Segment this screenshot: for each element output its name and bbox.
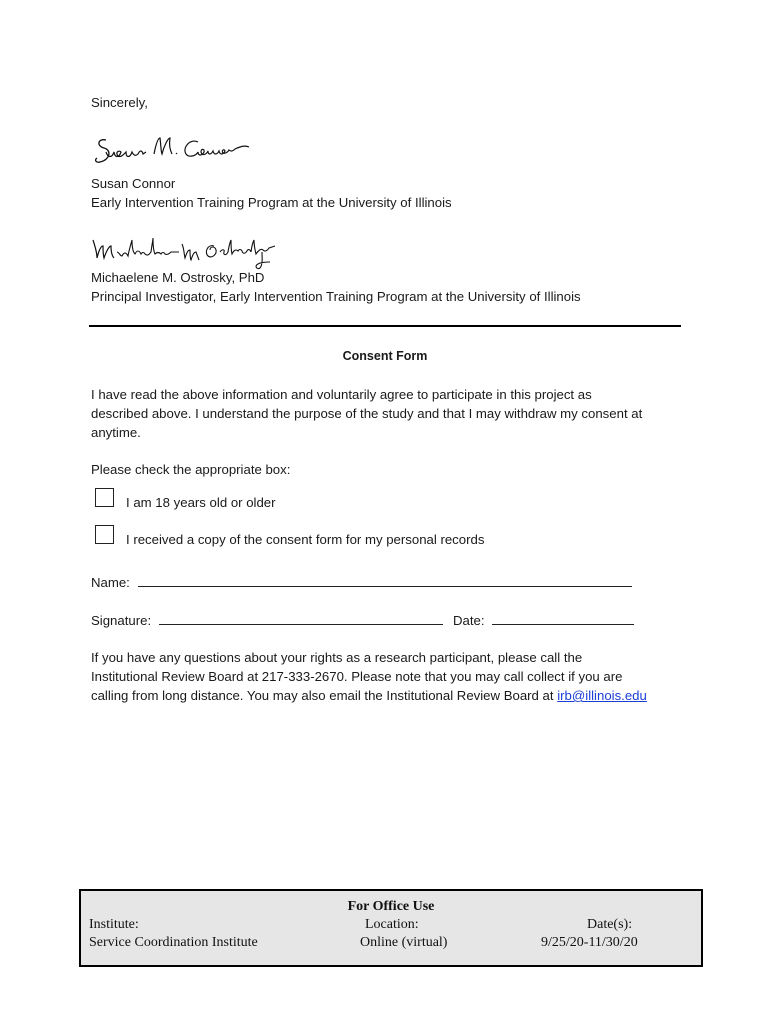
consent-form-title: Consent Form: [342, 349, 428, 363]
signer1-affiliation: Early Intervention Training Program at the University of Illinois: [91, 195, 452, 210]
location-label: Location:: [365, 917, 419, 932]
consent-statement-line-2: described above. I understand the purpose of the study and that I may withdraw my consent at: [91, 406, 643, 421]
contact-line-3-text: calling from long distance. You may also email the Institutional Review Board at: [91, 688, 554, 703]
signature-field[interactable]: [159, 612, 443, 625]
office-use-heading: For Office Use: [347, 899, 435, 914]
contact-line-3: [91, 688, 647, 703]
age-confirmation-checkbox[interactable]: [95, 488, 114, 507]
name-field[interactable]: [138, 574, 632, 587]
institute-value: Service Coordination Institute: [89, 935, 258, 950]
consent-statement-line-3: anytime.: [91, 425, 141, 440]
section-divider: [89, 325, 681, 327]
name-row: [91, 574, 632, 590]
age-confirmation-label: I am 18 years old or older: [126, 495, 276, 510]
copy-received-checkbox[interactable]: [95, 525, 114, 544]
office-use-box: [79, 889, 703, 967]
contact-line-2: Institutional Review Board at 217-333-2670. Please note that you may call collect if you are: [91, 669, 623, 684]
location-value: Online (virtual): [360, 935, 448, 950]
name-label: Name:: [91, 575, 130, 590]
date-label: Date:: [453, 613, 485, 628]
copy-received-label: I received a copy of the consent form for my personal records: [126, 532, 485, 547]
date-field[interactable]: [492, 612, 634, 625]
checkbox-instruction: Please check the appropriate box:: [91, 462, 291, 477]
signature-row: [91, 612, 443, 628]
susan-connor-signature: [92, 132, 267, 168]
institute-label: Institute:: [89, 917, 139, 932]
signer2-affiliation: Principal Investigator, Early Intervention Training Program at the University of Illinois: [91, 289, 581, 304]
michaelene-ostrosky-signature: [90, 236, 282, 270]
dates-value: 9/25/20-11/30/20: [541, 935, 638, 950]
date-row: [453, 612, 634, 628]
contact-line-1: If you have any questions about your rights as a research participant, please call the: [91, 650, 583, 665]
irb-email-link[interactable]: irb@illinois.edu: [557, 688, 647, 703]
signature-label: Signature:: [91, 613, 152, 628]
closing-text: Sincerely,: [91, 95, 148, 110]
dates-label: Date(s):: [587, 917, 633, 932]
consent-statement-line-1: I have read the above information and voluntarily agree to participate in this project as: [91, 387, 592, 402]
signer1-name: Susan Connor: [91, 176, 176, 191]
signer2-name: Michaelene M. Ostrosky, PhD: [91, 270, 265, 285]
